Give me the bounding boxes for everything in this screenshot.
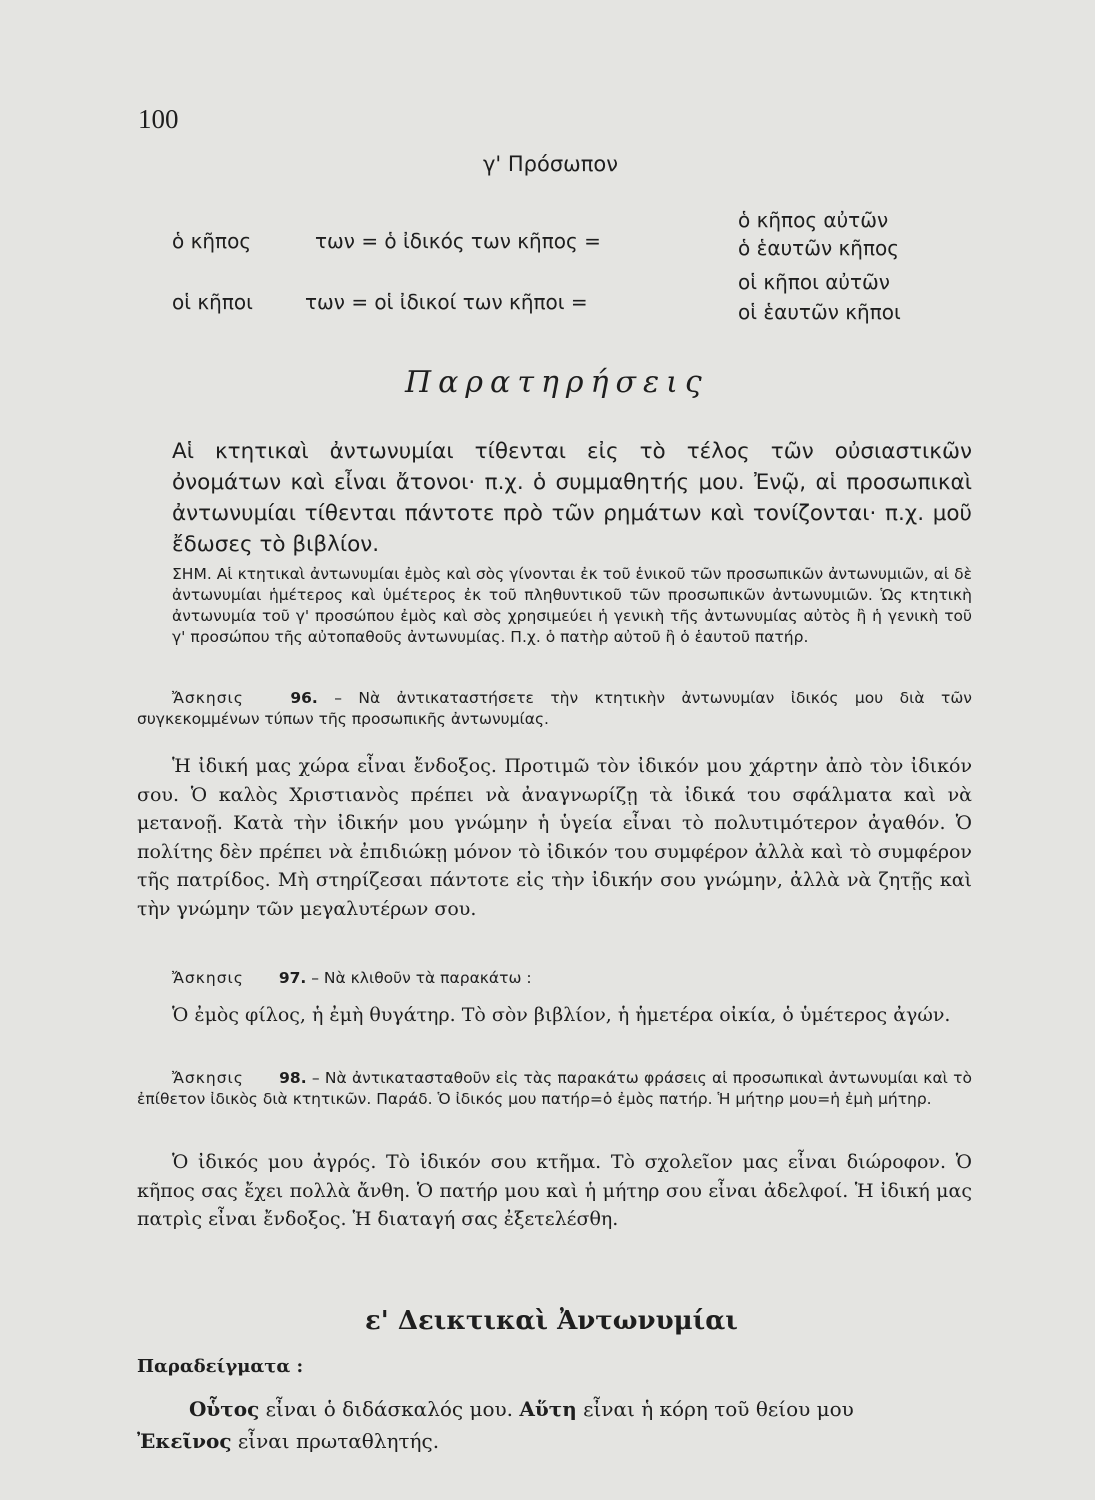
row-result-b: ὁ ἑαυτῶν κῆπος xyxy=(738,236,899,260)
exercise-96-text: Ἡ ἰδική μας χώρα εἶναι ἔνδοξος. Προτιμῶ τὸν ἰδικόν μου χάρτην ἀπὸ τὸν ἰδικόν σου. Ὁ καλὸς Χριστιανὸς πρέπει νὰ ἀναγνωρίζῃ τὰ ἰδικά του σφάλματα καὶ νὰ μετανοῇ. Κατὰ τὴν ἰδικήν μου γνώμην ἡ ὑγεία εἶναι τὸ πολυτιμότερον ἀγαθόν. Ὁ πολίτης δὲν πρέπει νὰ ἐπιδιώκῃ μόνον τὸ ἰδικόν του συμφέρον ἀλλὰ καὶ τὸ συμφέρον τῆς πατρίδος. Μὴ στηρίζεσαι πάντοτε εἰς τὴν ἰδικήν σου γνώμην, ἀλλὰ νὰ ζητῇς καὶ τὴν γνώμην τῶν μεγαλυτέρων σου. xyxy=(137,755,972,920)
exercise-instruction: – Νὰ κλιθοῦν τὰ παρακάτω : xyxy=(311,969,532,987)
row-result-a: οἱ κῆποι αὐτῶν xyxy=(738,270,890,294)
row-subject: οἱ κῆποι xyxy=(172,290,253,314)
exercise-98-text: Ὁ ἰδικός μου ἀγρός. Τὸ ἰδικόν σου κτῆμα. Τὸ σχολεῖον μας εἶναι διώροφον. Ὁ κῆπος σας ἔχει πολλὰ ἄνθη. Ὁ πατήρ μου καὶ ἡ μήτηρ σου εἶναι ἀδελφοί. Ἡ ἰδική μας πατρὶς εἶναι ἔνδοξος. Ἡ διαταγή σας ἐξετελέσθη. xyxy=(137,1151,972,1230)
remarks-paragraph: Αἱ κτητικαὶ ἀντωνυμίαι τίθενται εἰς τὸ τέλος τῶν οὐσιαστικῶν ὀνομάτων καὶ εἶναι ἄτονοι· π.χ. ὁ συμμαθητής μου. Ἐνῷ, αἱ προσωπικαὶ ἀντωνυμίαι τίθενται πάντοτε πρὸ τῶν ρημάτων καὶ τονίζονται· π.χ. μοῦ ἔδωσες τὸ βιβλίον. xyxy=(172,439,972,557)
exercise-instruction: – Νὰ ἀντικατασταθοῦν εἰς τὰς παρακάτω φράσεις αἱ προσωπικαὶ ἀντωνυμίαι καὶ τὸ ἐπίθετον ἰδικὸς διὰ κτητικῶν. Παράδ. Ὁ ἰδικός μου πατήρ=ὁ ἐμὸς πατήρ. Ἡ μήτηρ μου=ἡ ἐμὴ μήτηρ. xyxy=(137,1069,972,1108)
exercise-label: Ἄσκησις xyxy=(172,969,244,987)
section-title: γ' Πρόσωπον xyxy=(483,152,618,176)
examples-paragraph xyxy=(137,1393,972,1457)
exercise-label: Ἄσκησις xyxy=(172,689,244,707)
remarks-title: Παρατηρήσεις xyxy=(405,365,709,400)
exercise-label: Ἄσκησις xyxy=(172,1069,244,1087)
example-pronoun: Ἐκεῖνος xyxy=(137,1429,232,1453)
exercise-97-text: Ὁ ἐμὸς φίλος, ἡ ἐμὴ θυγάτηρ. Τὸ σὸν βιβλίον, ἡ ἡμετέρα οἰκία, ὁ ὑμέτερος ἀγών. xyxy=(172,1004,951,1026)
exercise-97-instruction xyxy=(137,968,972,989)
example-sentence: εἶναι πρωταθλητής. xyxy=(231,1429,440,1453)
row-subject: ὁ κῆπος xyxy=(172,229,252,253)
section-e-title: ε' Δεικτικαὶ Ἀντωνυμίαι xyxy=(365,1306,738,1336)
example-pronoun: Οὗτος xyxy=(189,1397,260,1421)
note-paragraph: ΣΗΜ. Αἱ κτητικαὶ ἀντωνυμίαι ἐμὸς καὶ σὸς γίνονται ἐκ τοῦ ἑνικοῦ τῶν προσωπικῶν ἀντωνυμιῶν, αἱ δὲ ἀντωνυμίαι ἡμέτερος καὶ ὑμέτερος ἐκ τοῦ πληθυντικοῦ τῶν προσωπικῶν ἀντωνυμιῶν. Ὡς κτητικὴ ἀντωνυμία τοῦ γ' προσώπου ἐμὸς καὶ σὸς χρησιμεύει ἡ γενικὴ τῆς ἀντωνυμίας αὐτὸς ἢ ἡ γενικὴ τοῦ γ' προσώπου τῆς αὐτοπαθοῦς ἀντωνυμίας. Π.χ. ὁ πατὴρ αὐτοῦ ἢ ὁ ἑαυτοῦ πατήρ. xyxy=(172,565,972,646)
exercise-instruction: – Νὰ ἀντικαταστήσετε τὴν κτητικὴν ἀντωνυμίαν ἰδικός μου διὰ τῶν συγκεκομμένων τύπων τῆς προσωπικῆς ἀντωνυμίας. xyxy=(137,689,972,728)
row-equation: των = ὁ ἰδικός των κῆπος = xyxy=(315,229,601,253)
row-result-a: ὁ κῆπος αὐτῶν xyxy=(738,208,889,232)
exercise-number: 97. xyxy=(278,969,307,987)
exercise-number: 98. xyxy=(279,1069,307,1087)
exercise-number: 96. xyxy=(290,689,318,707)
exercise-98-instruction xyxy=(137,1068,972,1110)
row-result-b: οἱ ἑαυτῶν κῆποι xyxy=(738,300,901,324)
row-equation: των = οἱ ἰδικοί των κῆποι = xyxy=(305,290,588,314)
examples-label: Παραδείγματα : xyxy=(137,1356,304,1377)
exercise-96-instruction xyxy=(137,688,972,730)
example-pronoun: Αὕτη xyxy=(519,1397,577,1421)
example-sentence: εἶναι ἡ κόρη τοῦ θείου μου xyxy=(576,1397,854,1421)
page-number: 100 xyxy=(138,104,179,134)
example-sentence: εἶναι ὁ διδάσκαλός μου. xyxy=(259,1397,520,1421)
